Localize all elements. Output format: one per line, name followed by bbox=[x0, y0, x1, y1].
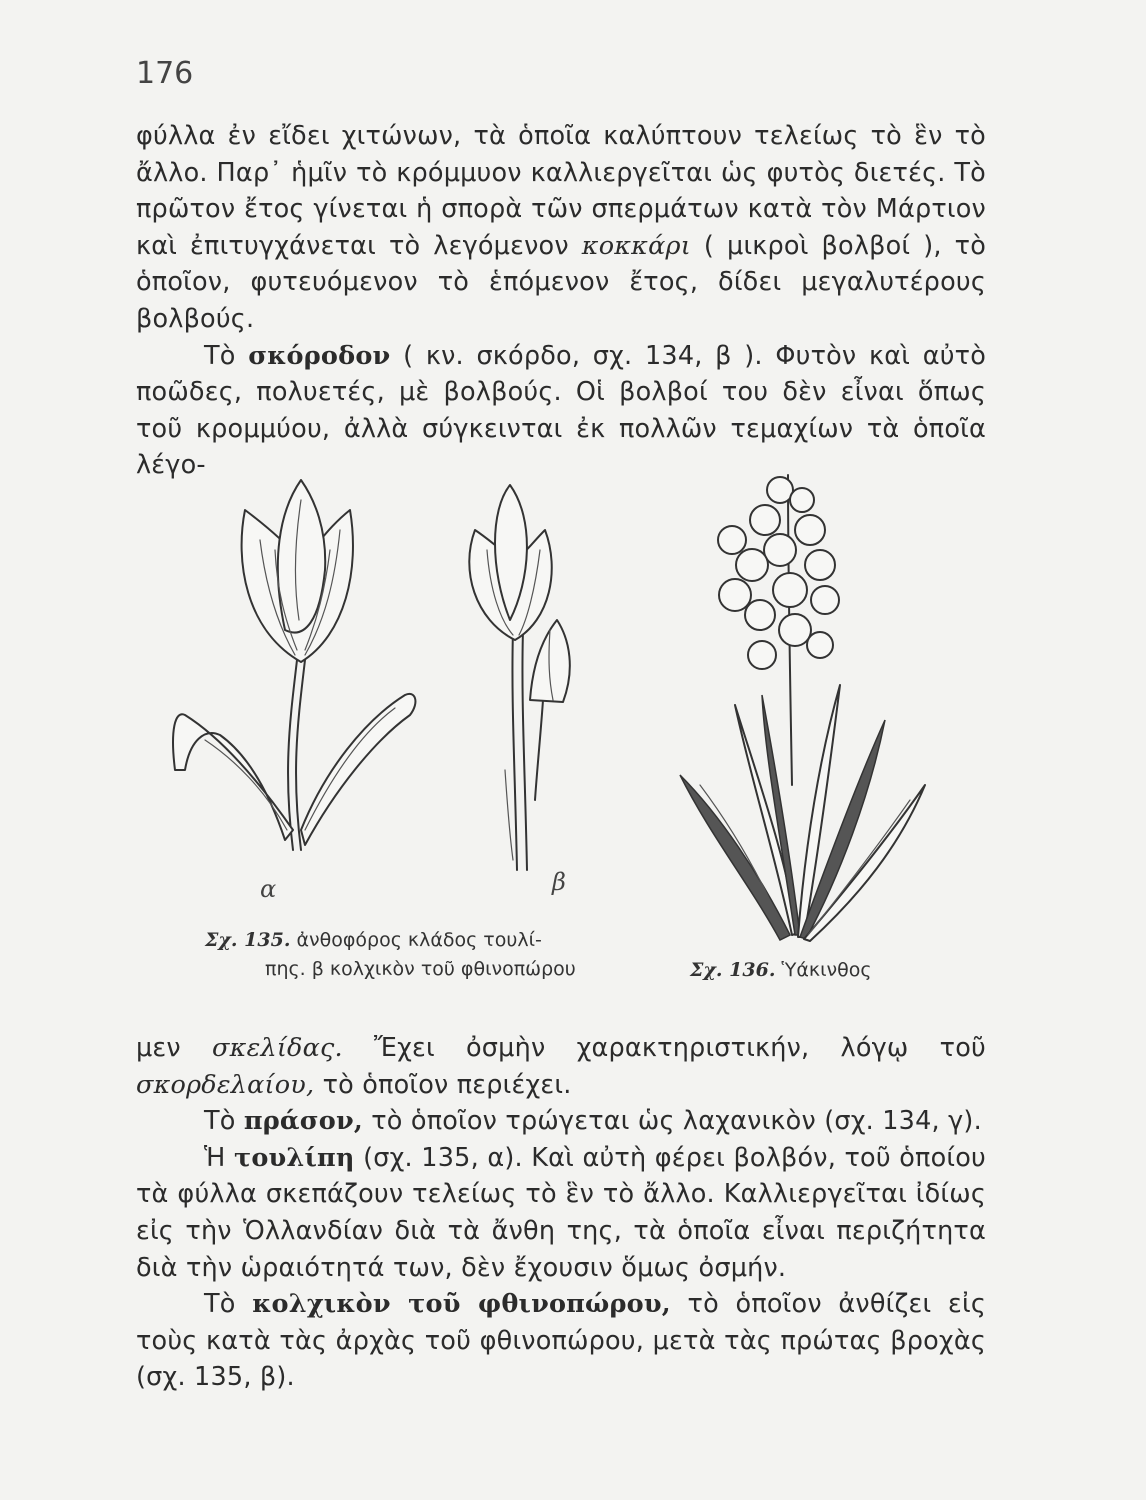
term-skordelaiou: σκορδελαίου, bbox=[136, 1069, 315, 1100]
figure-label-a: α bbox=[260, 875, 277, 903]
paragraph-onion bbox=[136, 118, 986, 338]
tulip-illustration bbox=[165, 470, 425, 890]
page-number: 176 bbox=[136, 56, 194, 91]
caption-fig-135 bbox=[205, 926, 605, 984]
term-skorodon: σκόροδον bbox=[248, 340, 391, 371]
paragraph-text: ( κν. σκόρδο, σχ. 134, β ). Φυτὸν καὶ αὐτὸ ποῶδες, πολυετές, μὲ βολβούς. Οἱ βολβοί του δὲν εἶναι ὅπως τοῦ κρομμύου, ἀλλὰ σύγκεινται ἐκ πολλῶν τεμαχίων τὰ ὁποῖα λέγο- bbox=[136, 340, 987, 481]
paragraph-tulip bbox=[136, 1140, 986, 1286]
figure-label-b: β bbox=[552, 868, 566, 896]
paragraph-text: τὸ ὁποῖον ἀνθίζει εἰς τοὺς κατὰ τὰς ἀρχὰς τοῦ φθινοπώρου, μετὰ τὰς πρώτας βροχὰς (σχ. 135, β). bbox=[136, 1289, 986, 1393]
hyacinth-illustration bbox=[680, 455, 930, 950]
term-skelidas: σκελίδας. bbox=[212, 1033, 343, 1063]
paragraph-text: τὸ ὁποῖον τρώγεται ὡς λαχανικὸν (σχ. 134, γ). bbox=[371, 1106, 982, 1137]
caption-text: Ὑάκινθος bbox=[781, 959, 872, 981]
caption-line: πης. β κολχικὸν τοῦ φθινοπώρου bbox=[265, 958, 576, 980]
bottom-text-block bbox=[136, 1030, 986, 1396]
term-toulipi: τουλίπη bbox=[233, 1142, 355, 1173]
top-text-block bbox=[136, 118, 986, 484]
paragraph-leek bbox=[136, 1103, 986, 1140]
paragraph-text: (σχ. 135, α). Καὶ αὐτὴ φέρει βολβόν, τοῦ ὁποίου τὰ φύλλα σκεπάζουν τελείως τὸ ἓν τὸ ἄλλο. Καλλιεργεῖται ἰδίως εἰς τὴν Ὁλλανδίαν διὰ τὰ ἄνθη της, τὰ ὁποῖα εἶναι περιζήτητα διὰ τὴν ὡραιότητά των, δὲν ἔχουσιν ὅμως ὀσμήν. bbox=[136, 1142, 986, 1283]
paragraph-text: Ἡ bbox=[204, 1142, 226, 1173]
paragraph-text: τὸ ὁποῖον περιέχει. bbox=[322, 1069, 572, 1100]
caption-fig-136 bbox=[690, 956, 950, 985]
paragraph-text: φύλλα ἐν εἴδει χιτώνων, τὰ ὁποῖα καλύπτουν τελείως τὸ ἓν τὸ ἄλλο. Παρ᾽ ἡμῖν τὸ κρόμμυον καλλιεργεῖται ὡς φυτὸς διετές. Τὸ πρῶτον ἔτος γίνεται ἡ σπορὰ τῶν σπερμάτων κατὰ τὸν Μάρτιον καὶ ἐπιτυγχάνεται τὸ λεγόμενον bbox=[136, 121, 986, 261]
term-kolchikon: κολχικὸν τοῦ φθινοπώρου, bbox=[252, 1289, 671, 1320]
caption-line bbox=[205, 926, 605, 955]
paragraph-text: μεν bbox=[136, 1033, 181, 1063]
caption-figure-number: Σχ. 135. bbox=[205, 929, 291, 951]
paragraph-text: Τὸ bbox=[204, 1106, 236, 1137]
paragraph-cloves bbox=[136, 1030, 986, 1103]
colchicum-illustration bbox=[445, 470, 585, 890]
paragraph-text: Τὸ bbox=[204, 340, 236, 371]
caption-text: ἀνθοφόρος κλάδος τουλί- bbox=[296, 929, 542, 951]
term-prason: πράσον, bbox=[243, 1106, 363, 1137]
paragraph-text: Τὸ bbox=[204, 1289, 236, 1320]
term-kokkari: κοκκάρι bbox=[581, 230, 691, 261]
caption-figure-number: Σχ. 136. bbox=[690, 959, 776, 981]
paragraph-text: ( μικροὶ βολβοί ), τὸ ὁποῖον, φυτευόμενον τὸ ἑπόμενον ἔτος, δίδει μεγαλυτέρους βολβούς. bbox=[136, 230, 986, 334]
paragraph-colchicum bbox=[136, 1286, 986, 1396]
paragraph-text: Ἔχει ὀσμὴν χαρακτηριστικήν, λόγῳ τοῦ bbox=[373, 1033, 986, 1063]
